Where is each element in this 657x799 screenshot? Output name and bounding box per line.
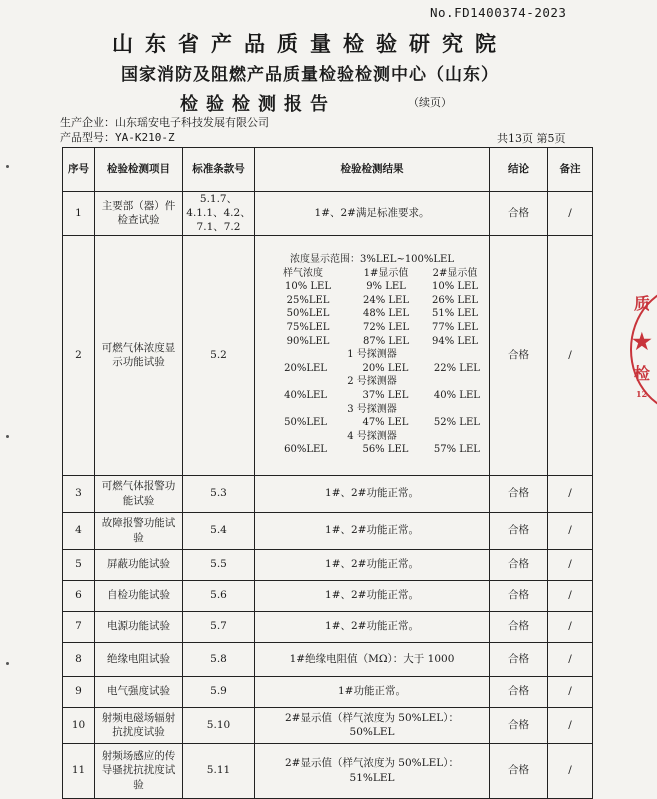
row-remark: / bbox=[548, 707, 593, 743]
row-result: 1#、2#功能正常。 bbox=[255, 580, 490, 611]
table-row bbox=[63, 642, 593, 676]
row-remark: / bbox=[548, 642, 593, 676]
det-2: 52% LEL bbox=[433, 417, 480, 429]
table-row bbox=[63, 549, 593, 580]
row-remark: / bbox=[548, 549, 593, 580]
model-line bbox=[60, 129, 175, 145]
header-remark: 备注 bbox=[548, 148, 593, 192]
det-2: 22% LEL bbox=[433, 362, 480, 374]
row-item: 故障报警功能试验 bbox=[95, 512, 183, 549]
row-clause: 5.7 bbox=[183, 611, 255, 642]
conc-2: 26% LEL bbox=[432, 294, 478, 306]
row-clause: 5.1.7、4.1.1、4.2、7.1、7.2 bbox=[183, 192, 255, 236]
row-item: 屏蔽功能试验 bbox=[95, 549, 183, 580]
conc-1: 48% LEL bbox=[363, 308, 409, 320]
row-remark: / bbox=[548, 580, 593, 611]
detector-label: 1 号探测器 bbox=[347, 349, 397, 361]
conc-sample: 75%LEL bbox=[286, 322, 330, 334]
det-conc: 50%LEL bbox=[284, 417, 327, 429]
row-result: 1#、2#功能正常。 bbox=[255, 475, 490, 512]
concentration-row bbox=[257, 294, 487, 308]
header-conclusion: 结论 bbox=[490, 148, 548, 192]
seal-char: 检 bbox=[634, 364, 651, 383]
row-result: 1#、2#功能正常。 bbox=[255, 549, 490, 580]
row-item: 电源功能试验 bbox=[95, 611, 183, 642]
institute-title: 山东省产品质量检验研究院 bbox=[112, 32, 508, 56]
row-result: 1#、2#满足标准要求。 bbox=[255, 192, 490, 236]
result-line: 50%LEL bbox=[349, 726, 395, 739]
manufacturer-label: 生产企业： bbox=[60, 116, 115, 129]
header-item: 检验检测项目 bbox=[95, 148, 183, 192]
detector-row bbox=[257, 416, 487, 430]
row-clause: 5.9 bbox=[183, 676, 255, 707]
row-no: 10 bbox=[63, 707, 95, 743]
row-item: 电气强度试验 bbox=[95, 676, 183, 707]
binding-hole bbox=[6, 435, 9, 438]
row-clause: 5.11 bbox=[183, 743, 255, 798]
detector-row bbox=[257, 443, 487, 457]
row-conclusion: 合格 bbox=[490, 642, 548, 676]
center-title: 国家消防及阻燃产品质量检验检测中心（山东） bbox=[121, 65, 499, 85]
conc-sample: 90%LEL bbox=[286, 335, 330, 347]
row-clause: 5.5 bbox=[183, 549, 255, 580]
conc-2: 94% LEL bbox=[432, 335, 478, 347]
table-header-row bbox=[63, 148, 593, 192]
conc-1: 72% LEL bbox=[363, 322, 409, 334]
seal-char: 12 bbox=[636, 389, 648, 399]
results-table bbox=[62, 147, 593, 799]
model-value: YA-K210-Z bbox=[115, 131, 175, 144]
manufacturer-line bbox=[60, 114, 269, 130]
det-1: 56% LEL bbox=[362, 444, 409, 456]
row-clause: 5.8 bbox=[183, 642, 255, 676]
concentration-results bbox=[255, 235, 490, 475]
conc-2: 10% LEL bbox=[432, 281, 478, 293]
row-remark: / bbox=[548, 743, 593, 798]
binding-hole bbox=[6, 662, 9, 665]
header-clause: 标准条款号 bbox=[183, 148, 255, 192]
row-no: 11 bbox=[63, 743, 95, 798]
row-remark: / bbox=[548, 475, 593, 512]
table-row bbox=[63, 707, 593, 743]
report-title: 检验检测报告 bbox=[180, 94, 336, 115]
row-no: 1 bbox=[63, 192, 95, 236]
concentration-row bbox=[257, 307, 487, 321]
row-no: 3 bbox=[63, 475, 95, 512]
row-no: 9 bbox=[63, 676, 95, 707]
row-no: 2 bbox=[63, 235, 95, 475]
row-result bbox=[255, 707, 490, 743]
row-clause: 5.2 bbox=[183, 235, 255, 475]
conc-1: 9% LEL bbox=[366, 281, 406, 293]
report-number: No.FD1400374-2023 bbox=[430, 5, 567, 20]
row-result: 1#、2#功能正常。 bbox=[255, 512, 490, 549]
row-no: 4 bbox=[63, 512, 95, 549]
conc-1: 87% LEL bbox=[363, 335, 409, 347]
det-1: 37% LEL bbox=[362, 390, 409, 401]
table-row bbox=[63, 192, 593, 236]
conc-2: 51% LEL bbox=[432, 308, 478, 320]
result-line: 51%LEL bbox=[349, 771, 395, 784]
row-remark: / bbox=[548, 192, 593, 236]
manufacturer-value: 山东瑶安电子科技发展有限公司 bbox=[115, 116, 269, 129]
table-row bbox=[63, 475, 593, 512]
conc-sample: 25%LEL bbox=[286, 294, 330, 306]
result-line: 2#显示值（样气浓度为 50%LEL）： bbox=[284, 757, 459, 770]
display-range: 浓度显示范围：3%LEL~100%LEL bbox=[290, 254, 454, 266]
row-item: 自检功能试验 bbox=[95, 580, 183, 611]
row-remark: / bbox=[548, 611, 593, 642]
det-1: 20% LEL bbox=[362, 362, 409, 374]
table-row bbox=[63, 512, 593, 549]
det-2: 40% LEL bbox=[433, 390, 480, 401]
conc-1: 24% LEL bbox=[363, 294, 409, 306]
detector-row bbox=[257, 362, 487, 376]
row-clause: 5.3 bbox=[183, 475, 255, 512]
table-row bbox=[63, 235, 593, 475]
row-remark: / bbox=[548, 512, 593, 549]
row-conclusion: 合格 bbox=[490, 611, 548, 642]
official-seal bbox=[630, 285, 657, 410]
model-label: 产品型号： bbox=[60, 131, 115, 144]
row-conclusion: 合格 bbox=[490, 549, 548, 580]
row-no: 6 bbox=[63, 580, 95, 611]
row-result: 1#、2#功能正常。 bbox=[255, 611, 490, 642]
binding-hole bbox=[6, 165, 9, 168]
concentration-header bbox=[257, 267, 487, 281]
row-item: 射频场感应的传导骚扰抗扰度试验 bbox=[95, 743, 183, 798]
table-row bbox=[63, 611, 593, 642]
row-item: 主要部（器）件检查试验 bbox=[95, 192, 183, 236]
table-row bbox=[63, 580, 593, 611]
row-item: 可燃气体报警功能试验 bbox=[95, 475, 183, 512]
conc-2: 77% LEL bbox=[432, 322, 478, 334]
row-result bbox=[255, 743, 490, 798]
detector-label: 2 号探测器 bbox=[347, 376, 397, 388]
concentration-row bbox=[257, 335, 487, 349]
star-icon: ★ bbox=[632, 329, 652, 355]
row-conclusion: 合格 bbox=[490, 192, 548, 236]
conc-sample: 50%LEL bbox=[286, 308, 330, 320]
detector-label: 3 号探测器 bbox=[347, 403, 397, 415]
page-count: 共13页 第5页 bbox=[497, 132, 566, 145]
col-sample: 样气浓度 bbox=[283, 267, 323, 279]
row-remark: / bbox=[548, 235, 593, 475]
det-conc: 20%LEL bbox=[284, 362, 327, 374]
row-no: 5 bbox=[63, 549, 95, 580]
row-conclusion: 合格 bbox=[490, 475, 548, 512]
continuation-label: （续页） bbox=[408, 96, 452, 109]
header-result: 检验检测结果 bbox=[255, 148, 490, 192]
row-clause: 5.4 bbox=[183, 512, 255, 549]
detector-row bbox=[257, 389, 487, 403]
col-1: 1#显示值 bbox=[363, 267, 409, 279]
row-remark: / bbox=[548, 676, 593, 707]
detector-label: 4 号探测器 bbox=[347, 430, 397, 442]
row-item: 绝缘电阻试验 bbox=[95, 642, 183, 676]
col-2: 2#显示值 bbox=[432, 267, 478, 279]
row-result: 1#功能正常。 bbox=[255, 676, 490, 707]
row-result: 1#绝缘电阻值（MΩ）：大于 1000 bbox=[255, 642, 490, 676]
seal-char: 质 bbox=[634, 294, 651, 313]
row-conclusion: 合格 bbox=[490, 235, 548, 475]
det-conc: 60%LEL bbox=[284, 444, 327, 456]
header-no: 序号 bbox=[63, 148, 95, 192]
conc-sample: 10% LEL bbox=[285, 281, 331, 293]
result-line: 2#显示值（样气浓度为 50%LEL）： bbox=[284, 711, 459, 724]
row-clause: 5.6 bbox=[183, 580, 255, 611]
row-conclusion: 合格 bbox=[490, 676, 548, 707]
concentration-row bbox=[257, 280, 487, 294]
row-item: 射频电磁场辐射抗扰度试验 bbox=[95, 707, 183, 743]
row-item: 可燃气体浓度显示功能试验 bbox=[95, 235, 183, 475]
row-no: 8 bbox=[63, 642, 95, 676]
row-conclusion: 合格 bbox=[490, 743, 548, 798]
row-no: 7 bbox=[63, 611, 95, 642]
row-clause: 5.10 bbox=[183, 707, 255, 743]
row-conclusion: 合格 bbox=[490, 512, 548, 549]
table-row bbox=[63, 743, 593, 798]
table-row bbox=[63, 676, 593, 707]
det-conc: 40%LEL bbox=[284, 390, 327, 401]
det-1: 47% LEL bbox=[362, 417, 409, 429]
det-2: 57% LEL bbox=[433, 444, 480, 456]
row-conclusion: 合格 bbox=[490, 707, 548, 743]
row-conclusion: 合格 bbox=[490, 580, 548, 611]
concentration-row bbox=[257, 321, 487, 335]
